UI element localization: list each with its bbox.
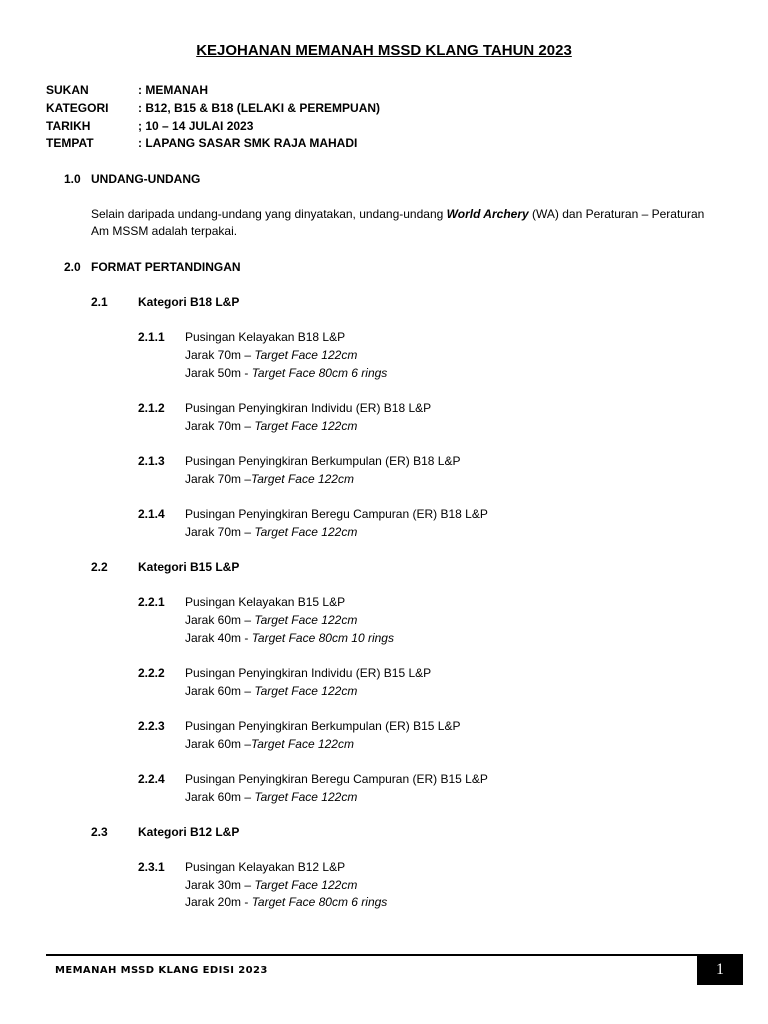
document-title: KEJOHANAN MEMANAH MSSD KLANG TAHUN 2023 xyxy=(196,42,572,59)
category-number: 2.2 xyxy=(91,560,108,574)
distance-line: Jarak 30m – Target Face 122cm xyxy=(185,878,358,892)
item-title: Pusingan Penyingkiran Individu (ER) B18 L&P xyxy=(185,401,432,415)
paragraph-text-end: (WA) dan Peraturan – Peraturan Am MSSM adalah terpakai. xyxy=(91,207,705,238)
item-number: 2.1.4 xyxy=(138,507,165,521)
category-label: Kategori B12 L&P xyxy=(138,825,240,839)
distance-line: Jarak 70m –Target Face 122cm xyxy=(185,472,354,486)
page-number: 1 xyxy=(697,955,743,985)
footer-text: MEMANAH MSSD KLANG EDISI 2023 xyxy=(55,965,268,976)
meta-value-tempat: : LAPANG SASAR SMK RAJA MAHADI xyxy=(138,136,358,150)
item-title: Pusingan Kelayakan B12 L&P xyxy=(185,860,346,874)
meta-label-sukan: SUKAN xyxy=(46,83,89,97)
paragraph-emphasis: World Archery xyxy=(446,207,529,221)
item-title: Pusingan Penyingkiran Beregu Campuran (ER) B15 L&P xyxy=(185,772,488,786)
meta-label-kategori: KATEGORI xyxy=(46,101,109,115)
distance-line: Jarak 60m – Target Face 122cm xyxy=(185,684,358,698)
item-number: 2.2.4 xyxy=(138,772,165,786)
distance-line: Jarak 20m - Target Face 80cm 6 rings xyxy=(185,895,388,909)
meta-value-kategori: : B12, B15 & B18 (LELAKI & PEREMPUAN) xyxy=(138,101,381,115)
distance-line: Jarak 60m – Target Face 122cm xyxy=(185,790,358,804)
section-1-number: 1.0 xyxy=(64,172,81,186)
item-number: 2.1.3 xyxy=(138,454,165,468)
category-number: 2.1 xyxy=(91,295,108,309)
section-1-paragraph xyxy=(91,206,711,240)
item-number: 2.1.1 xyxy=(138,330,165,344)
category-label: Kategori B15 L&P xyxy=(138,560,240,574)
paragraph-text-start: Selain daripada undang-undang yang dinyatakan, undang-undang xyxy=(91,207,447,221)
section-1-heading: UNDANG-UNDANG xyxy=(91,172,201,186)
distance-line: Jarak 60m – Target Face 122cm xyxy=(185,613,358,627)
meta-label-tarikh: TARIKH xyxy=(46,119,91,133)
item-title: Pusingan Kelayakan B18 L&P xyxy=(185,330,346,344)
item-title: Pusingan Penyingkiran Individu (ER) B15 L&P xyxy=(185,666,432,680)
distance-line: Jarak 70m – Target Face 122cm xyxy=(185,525,358,539)
meta-value-tarikh: ; 10 – 14 JULAI 2023 xyxy=(138,119,254,133)
section-2-heading: FORMAT PERTANDINGAN xyxy=(91,260,241,274)
distance-line: Jarak 70m – Target Face 122cm xyxy=(185,348,358,362)
category-number: 2.3 xyxy=(91,825,108,839)
footer-rule xyxy=(46,954,743,956)
item-title: Pusingan Penyingkiran Berkumpulan (ER) B15 L&P xyxy=(185,719,461,733)
item-number: 2.2.1 xyxy=(138,595,165,609)
category-label: Kategori B18 L&P xyxy=(138,295,240,309)
item-title: Pusingan Penyingkiran Berkumpulan (ER) B18 L&P xyxy=(185,454,461,468)
meta-label-tempat: TEMPAT xyxy=(46,136,94,150)
distance-line: Jarak 40m - Target Face 80cm 10 rings xyxy=(185,631,394,645)
item-number: 2.2.3 xyxy=(138,719,165,733)
distance-line: Jarak 50m - Target Face 80cm 6 rings xyxy=(185,366,388,380)
meta-value-sukan: : MEMANAH xyxy=(138,83,208,97)
distance-line: Jarak 60m –Target Face 122cm xyxy=(185,737,354,751)
item-title: Pusingan Penyingkiran Beregu Campuran (ER) B18 L&P xyxy=(185,507,488,521)
item-title: Pusingan Kelayakan B15 L&P xyxy=(185,595,346,609)
item-number: 2.1.2 xyxy=(138,401,165,415)
distance-line: Jarak 70m – Target Face 122cm xyxy=(185,419,358,433)
item-number: 2.2.2 xyxy=(138,666,165,680)
item-number: 2.3.1 xyxy=(138,860,165,874)
section-2-number: 2.0 xyxy=(64,260,81,274)
